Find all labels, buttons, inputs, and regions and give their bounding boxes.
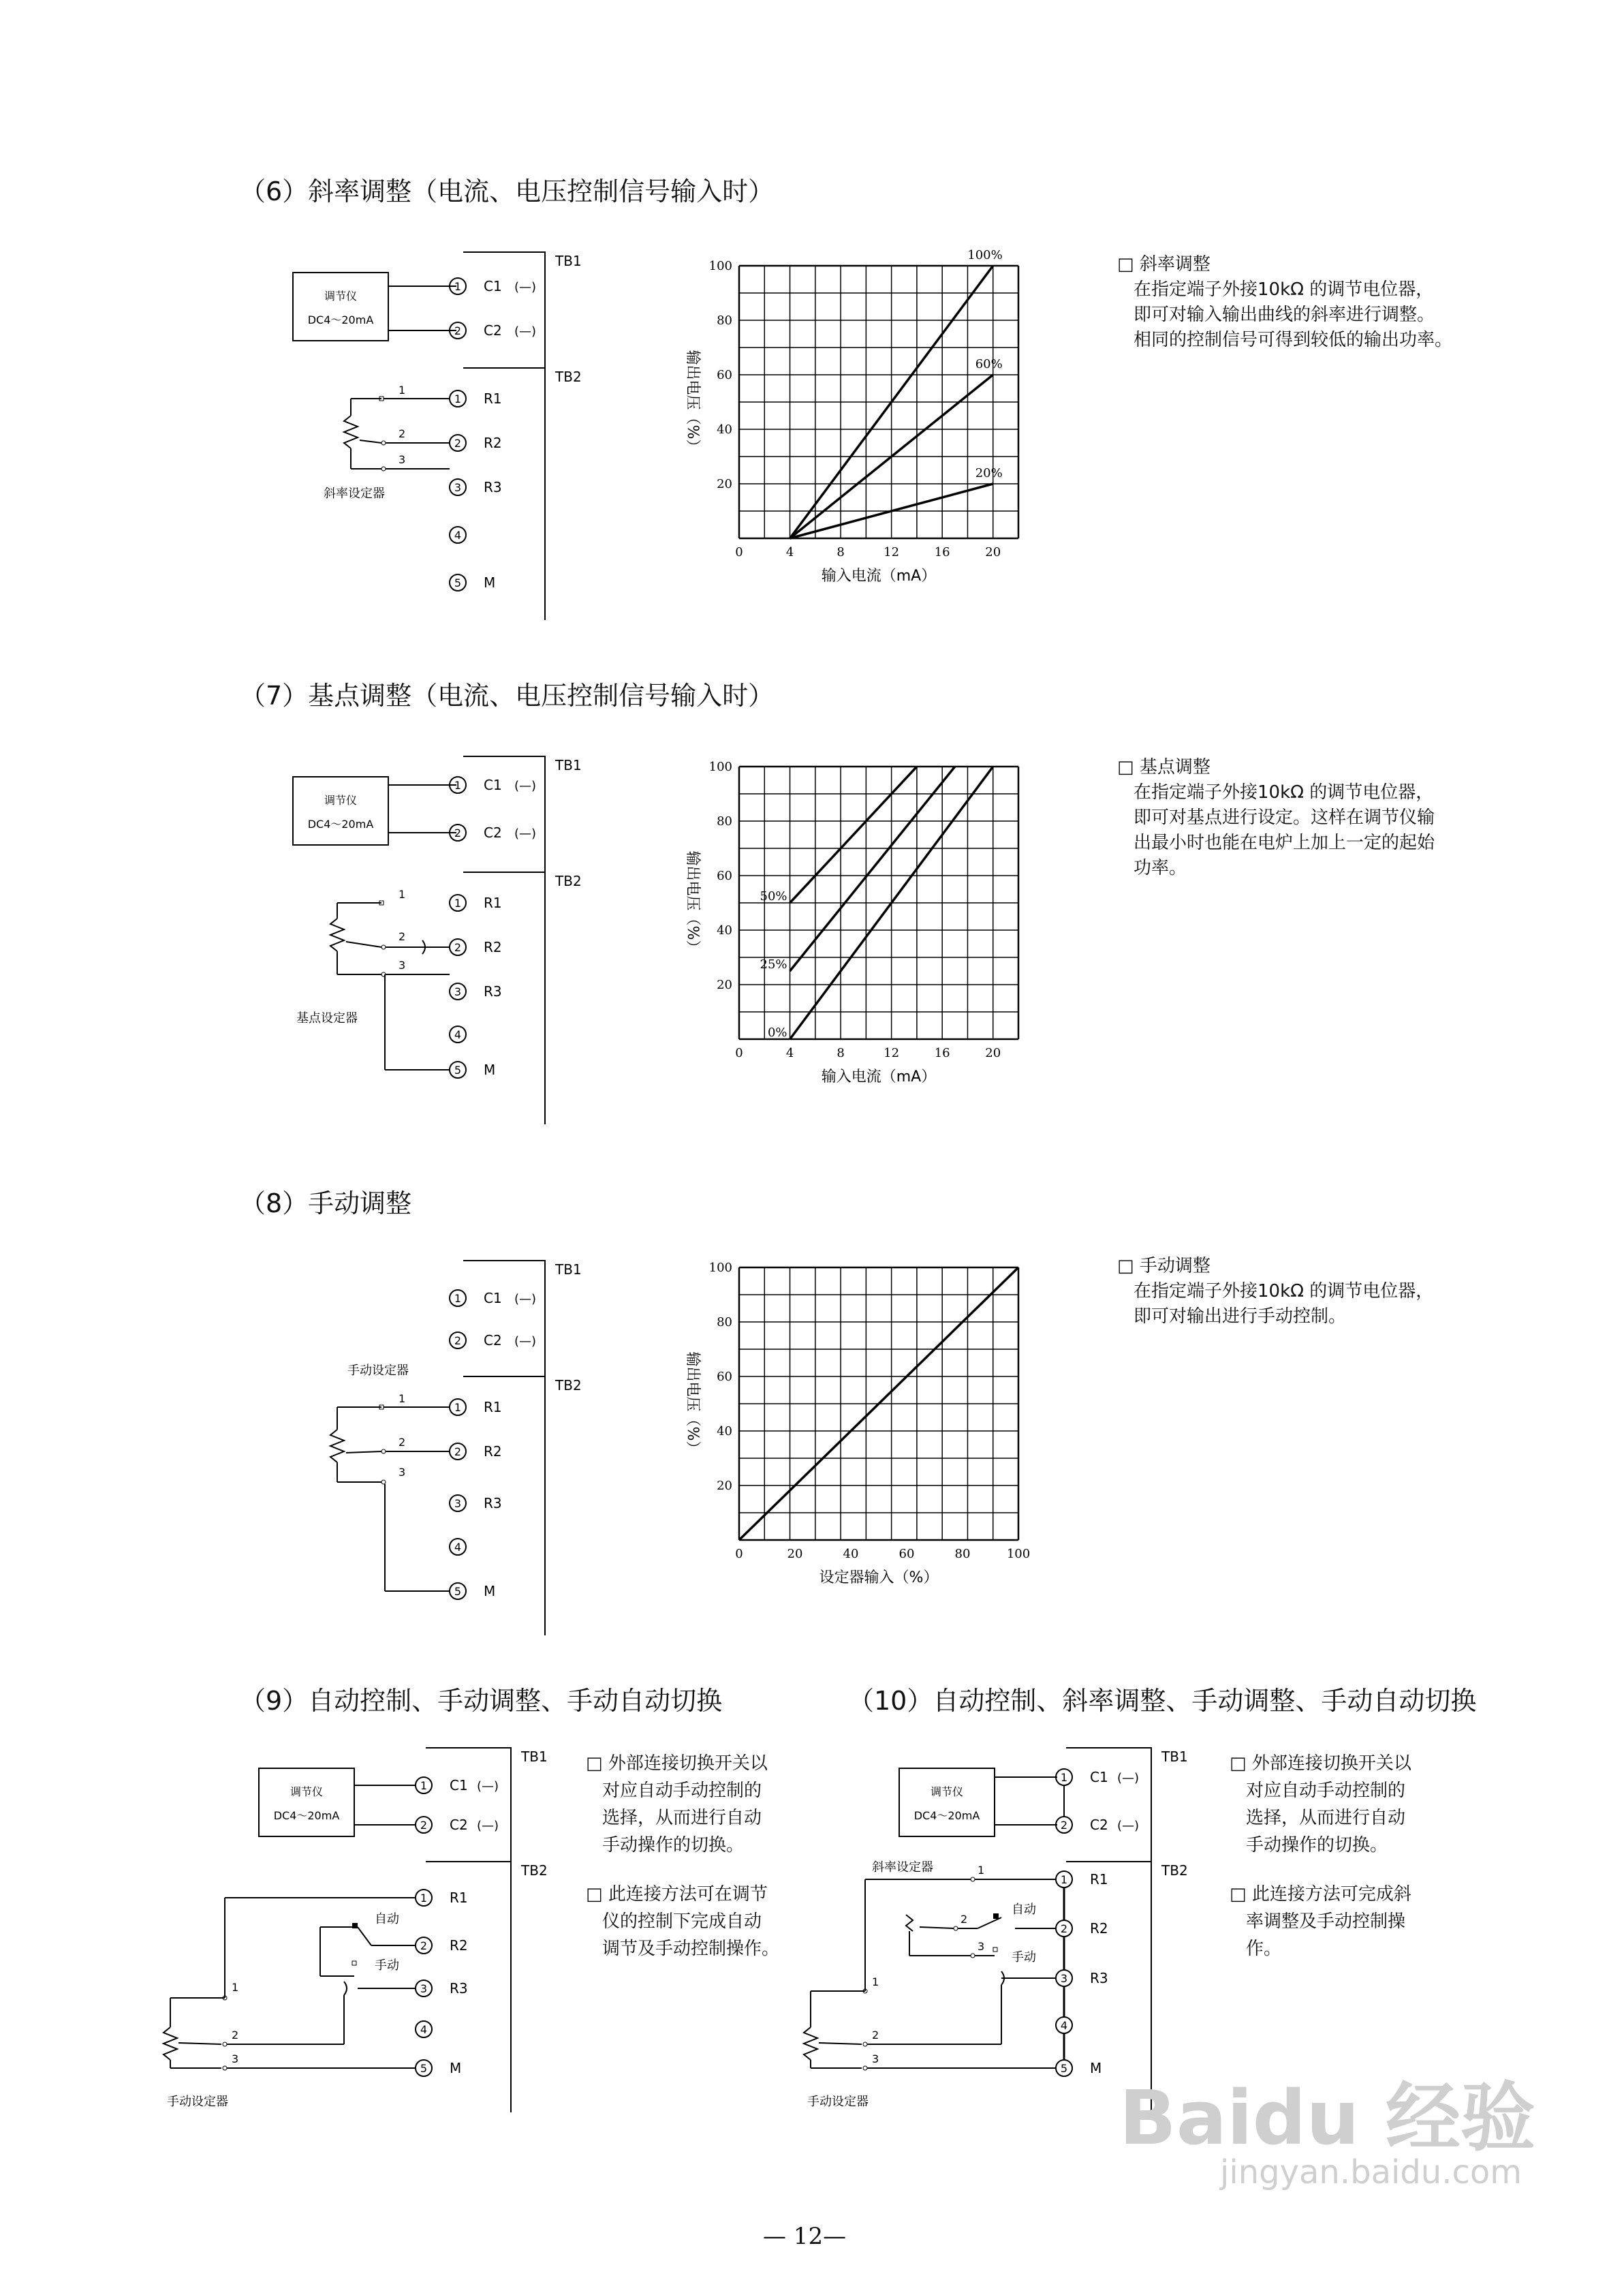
svg-text:1: 1 <box>1060 1873 1068 1886</box>
x-tick-label: 12 <box>884 1046 900 1060</box>
svg-text:TB2: TB2 <box>521 1862 548 1879</box>
svg-text:1: 1 <box>232 1981 239 1994</box>
svg-text:2: 2 <box>1060 1819 1068 1832</box>
x-tick-label: 100 <box>1006 1547 1031 1561</box>
svg-text:调节仪: 调节仪 <box>930 1785 964 1798</box>
svg-text:4: 4 <box>1060 2019 1068 2032</box>
series-line <box>790 767 917 903</box>
svg-text:5: 5 <box>420 2062 428 2075</box>
svg-text:1: 1 <box>454 1401 462 1414</box>
x-tick-label: 8 <box>837 545 845 559</box>
svg-text:3: 3 <box>420 1982 428 1995</box>
svg-text:(—): (—) <box>1117 1819 1140 1833</box>
svg-text:3: 3 <box>872 2052 879 2065</box>
y-tick-label: 100 <box>708 259 732 273</box>
x-axis-label: 设定器输入（%） <box>819 1569 939 1586</box>
svg-text:手动设定器: 手动设定器 <box>807 2095 869 2109</box>
controller-signal: DC4～20mA <box>307 313 374 326</box>
svg-text:TB2: TB2 <box>555 873 582 889</box>
notes-s10: □ 外部连接切换开关以 对应自动手动控制的 选择，从而进行自动 手动操作的切换。 □ 此连接方法可完成斜 率调整及手动控制操 作。 <box>1230 1753 1411 1959</box>
svg-text:DC4～20mA: DC4～20mA <box>307 818 374 831</box>
y-tick-label: 80 <box>717 1315 732 1329</box>
svg-text:C2: C2 <box>484 1332 502 1349</box>
svg-text:3: 3 <box>232 2052 239 2065</box>
svg-text:R1: R1 <box>484 895 502 911</box>
svg-text:2: 2 <box>454 827 462 840</box>
y-axis-label: 输出电压（%） <box>684 1351 701 1456</box>
tb1-label: TB1 <box>555 253 582 269</box>
svg-text:1: 1 <box>420 1892 428 1905</box>
svg-text:M: M <box>484 1583 496 1599</box>
svg-text:2: 2 <box>454 324 462 337</box>
svg-text:(—): (—) <box>514 827 537 841</box>
desc-s6: □ 斜率调整 在指定端子外接10kΩ 的调节电位器， 即可对输入输出曲线的斜率进行调整。 相同的控制信号可得到较低的输出功率。 <box>1117 254 1453 350</box>
svg-text:3: 3 <box>399 1466 406 1479</box>
svg-text:M: M <box>450 2060 462 2076</box>
y-tick-label: 60 <box>717 368 732 382</box>
svg-text:R2: R2 <box>484 1443 502 1460</box>
svg-text:1: 1 <box>454 779 462 792</box>
notes-s9: □ 外部连接切换开关以 对应自动手动控制的 选择，从而进行自动 手动操作的切换。 □ 此连接方法可在调节 仪的控制下完成自动 调节及手动控制操作。 <box>586 1753 780 1959</box>
svg-text:1: 1 <box>454 897 462 910</box>
wiring-diagram-s8 <box>286 1247 582 1642</box>
y-tick-label: 80 <box>717 313 732 328</box>
svg-text:(—): (—) <box>477 1819 499 1833</box>
y-tick-label: 40 <box>717 422 732 437</box>
svg-text:(—): (—) <box>477 1779 499 1793</box>
svg-text:R1: R1 <box>484 390 502 407</box>
svg-text:2: 2 <box>454 1334 462 1347</box>
svg-text:4: 4 <box>454 1028 462 1041</box>
svg-text:R1: R1 <box>450 1890 468 1906</box>
x-tick-label: 4 <box>785 1046 794 1060</box>
svg-text:C1: C1 <box>1090 1769 1108 1785</box>
series-label: 100% <box>967 248 1003 262</box>
desc-s8: □ 手动调整 在指定端子外接10kΩ 的调节电位器， 即可对输出进行手动控制。 <box>1117 1256 1434 1327</box>
y-tick-label: 40 <box>717 923 732 938</box>
svg-text:R3: R3 <box>484 479 502 495</box>
svg-text:3: 3 <box>454 1497 462 1510</box>
x-tick-label: 20 <box>787 1547 803 1561</box>
svg-text:(—): (—) <box>514 1292 537 1306</box>
svg-text:2: 2 <box>420 1939 428 1952</box>
x-tick-label: 16 <box>934 545 950 559</box>
y-tick-label: 60 <box>717 869 732 883</box>
svg-text:(—): (—) <box>1117 1771 1140 1785</box>
svg-text:(—): (—) <box>514 280 537 294</box>
svg-text:R3: R3 <box>450 1980 468 1997</box>
svg-text:R1: R1 <box>484 1399 502 1415</box>
x-axis-label: 输入电流（mA） <box>821 568 937 585</box>
svg-text:TB1: TB1 <box>521 1749 548 1765</box>
svg-text:2: 2 <box>961 1913 968 1926</box>
svg-text:手动设定器: 手动设定器 <box>347 1364 409 1378</box>
svg-text:2: 2 <box>420 1819 428 1832</box>
heading-s8: （8）手动调整 <box>240 1188 412 1218</box>
wiring-diagram-s7 <box>286 743 582 1124</box>
svg-text:1: 1 <box>399 1392 406 1405</box>
svg-text:1: 1 <box>399 888 406 901</box>
page-number: — 12— <box>763 2223 847 2250</box>
svg-text:5: 5 <box>454 1064 462 1077</box>
heading-s10: （10）自动控制、斜率调整、手动调整、手动自动切换 <box>848 1686 1477 1716</box>
svg-text:5: 5 <box>1060 2062 1068 2075</box>
watermark-url: jingyan.baidu.com <box>1220 2153 1522 2191</box>
x-tick-label: 12 <box>884 545 900 559</box>
svg-text:R3: R3 <box>484 983 502 1000</box>
svg-text:R2: R2 <box>1090 1920 1108 1937</box>
svg-text:TB1: TB1 <box>1161 1749 1188 1765</box>
svg-text:1: 1 <box>1060 1771 1068 1784</box>
controller-name: 调节仪 <box>324 290 358 303</box>
svg-text:DC4～20mA: DC4～20mA <box>273 1809 340 1822</box>
x-tick-label: 0 <box>735 545 743 559</box>
svg-text:C2: C2 <box>484 825 502 841</box>
svg-text:(—): (—) <box>514 324 537 339</box>
svg-text:自动: 自动 <box>1012 1903 1036 1917</box>
x-tick-label: 20 <box>985 1046 1001 1060</box>
x-tick-label: 60 <box>899 1547 915 1561</box>
svg-text:手动: 手动 <box>375 1958 399 1973</box>
svg-text:C2: C2 <box>450 1817 468 1833</box>
svg-text:C1: C1 <box>484 278 502 294</box>
y-axis-label: 输出电压（%） <box>684 350 701 455</box>
svg-text:C1: C1 <box>450 1777 468 1793</box>
svg-text:5: 5 <box>454 1585 462 1598</box>
desc-title: □ 斜率调整 <box>1117 254 1211 275</box>
baidu-watermark: Baidu 经验 <box>1119 2074 1535 2161</box>
svg-text:(—): (—) <box>514 779 537 793</box>
svg-text:2: 2 <box>454 1445 462 1458</box>
series-line <box>790 767 955 971</box>
svg-text:TB1: TB1 <box>555 1261 582 1278</box>
x-axis-label: 输入电流（mA） <box>821 1068 937 1085</box>
series-label: 20% <box>975 466 1003 480</box>
heading-s6: （6）斜率调整（电流、电压控制信号输入时） <box>240 176 775 206</box>
y-tick-label: 60 <box>717 1370 732 1384</box>
x-tick-label: 0 <box>735 1046 743 1060</box>
svg-text:手动设定器: 手动设定器 <box>167 2095 228 2109</box>
svg-text:M: M <box>1090 2060 1102 2076</box>
svg-text:R1: R1 <box>1090 1871 1108 1888</box>
wiring-diagram-s9 <box>157 1744 579 2126</box>
svg-text:2: 2 <box>399 1436 406 1449</box>
svg-text:调节仪: 调节仪 <box>290 1785 324 1798</box>
x-tick-label: 16 <box>934 1046 950 1060</box>
svg-text:1: 1 <box>454 280 462 293</box>
svg-text:4: 4 <box>454 1541 462 1554</box>
svg-text:调节仪: 调节仪 <box>324 794 358 807</box>
series-label: 60% <box>975 357 1003 371</box>
chart-slope <box>661 245 1056 613</box>
y-tick-label: 100 <box>708 1261 732 1275</box>
svg-text:C1: C1 <box>484 1290 502 1306</box>
x-tick-label: 4 <box>785 545 794 559</box>
svg-text:R3: R3 <box>1090 1970 1108 1986</box>
svg-text:R2: R2 <box>484 939 502 955</box>
svg-text:4: 4 <box>454 529 462 542</box>
series-label: 50% <box>760 889 787 904</box>
svg-text:C2: C2 <box>484 322 502 339</box>
svg-text:M: M <box>484 1062 496 1078</box>
svg-text:自动: 自动 <box>375 1912 399 1926</box>
svg-text:2: 2 <box>399 930 406 943</box>
svg-text:2: 2 <box>399 427 406 440</box>
series-label: 0% <box>767 1026 787 1040</box>
svg-text:2: 2 <box>872 2029 879 2042</box>
svg-text:3: 3 <box>978 1940 985 1953</box>
svg-text:手动: 手动 <box>1012 1950 1036 1965</box>
y-tick-label: 20 <box>717 477 732 491</box>
svg-text:C2: C2 <box>1090 1817 1108 1833</box>
svg-text:1: 1 <box>978 1864 985 1877</box>
svg-text:3: 3 <box>454 985 462 998</box>
svg-text:1: 1 <box>420 1779 428 1792</box>
svg-text:DC4～20mA: DC4～20mA <box>914 1809 980 1822</box>
svg-text:M: M <box>484 574 496 591</box>
svg-text:2: 2 <box>454 941 462 954</box>
svg-text:TB2: TB2 <box>555 1377 582 1393</box>
y-tick-label: 20 <box>717 978 732 992</box>
x-tick-label: 20 <box>985 545 1001 559</box>
chart-base-point <box>661 746 1056 1114</box>
svg-text:基点设定器: 基点设定器 <box>296 1011 358 1026</box>
y-axis-label: 输出电压（%） <box>684 850 701 955</box>
svg-text:R2: R2 <box>484 435 502 451</box>
x-tick-label: 0 <box>735 1547 743 1561</box>
x-tick-label: 40 <box>843 1547 859 1561</box>
svg-text:2: 2 <box>1060 1922 1068 1935</box>
svg-text:4: 4 <box>420 2023 428 2036</box>
svg-text:(—): (—) <box>514 1334 537 1349</box>
svg-text:1: 1 <box>454 392 462 405</box>
svg-text:2: 2 <box>454 437 462 450</box>
heading-s7: （7）基点调整（电流、电压控制信号输入时） <box>240 681 775 711</box>
y-tick-label: 20 <box>717 1479 732 1493</box>
series-label: 25% <box>760 957 787 972</box>
svg-text:2: 2 <box>232 2029 239 2042</box>
tb2-label: TB2 <box>555 369 582 385</box>
wiring-diagram-s6 <box>286 238 582 620</box>
svg-text:斜率设定器: 斜率设定器 <box>872 1860 933 1875</box>
y-tick-label: 40 <box>717 1424 732 1438</box>
chart-manual <box>661 1247 1069 1615</box>
x-tick-label: 80 <box>954 1547 971 1561</box>
heading-s9: （9）自动控制、手动调整、手动自动切换 <box>240 1686 723 1716</box>
y-tick-label: 100 <box>708 760 732 774</box>
svg-text:TB2: TB2 <box>1161 1862 1188 1879</box>
svg-text:3: 3 <box>399 453 406 466</box>
desc-s7: □ 基点调整 在指定端子外接10kΩ 的调节电位器， 即可对基点进行设定。这样在调节仪输 出最小时也能在电炉上加上一定的起始 功率。 <box>1117 757 1435 878</box>
svg-text:3: 3 <box>399 959 406 972</box>
svg-text:C1: C1 <box>484 777 502 793</box>
svg-text:1: 1 <box>872 1975 879 1988</box>
y-tick-label: 80 <box>717 814 732 829</box>
svg-text:R2: R2 <box>450 1937 468 1954</box>
setter-label: 斜率设定器 <box>324 487 385 501</box>
svg-text:5: 5 <box>454 576 462 589</box>
svg-text:1: 1 <box>454 1292 462 1305</box>
svg-text:R3: R3 <box>484 1495 502 1511</box>
svg-text:3: 3 <box>1060 1972 1068 1985</box>
svg-text:TB1: TB1 <box>555 757 582 773</box>
x-tick-label: 8 <box>837 1046 845 1060</box>
svg-text:1: 1 <box>399 384 406 397</box>
svg-text:3: 3 <box>454 481 462 494</box>
